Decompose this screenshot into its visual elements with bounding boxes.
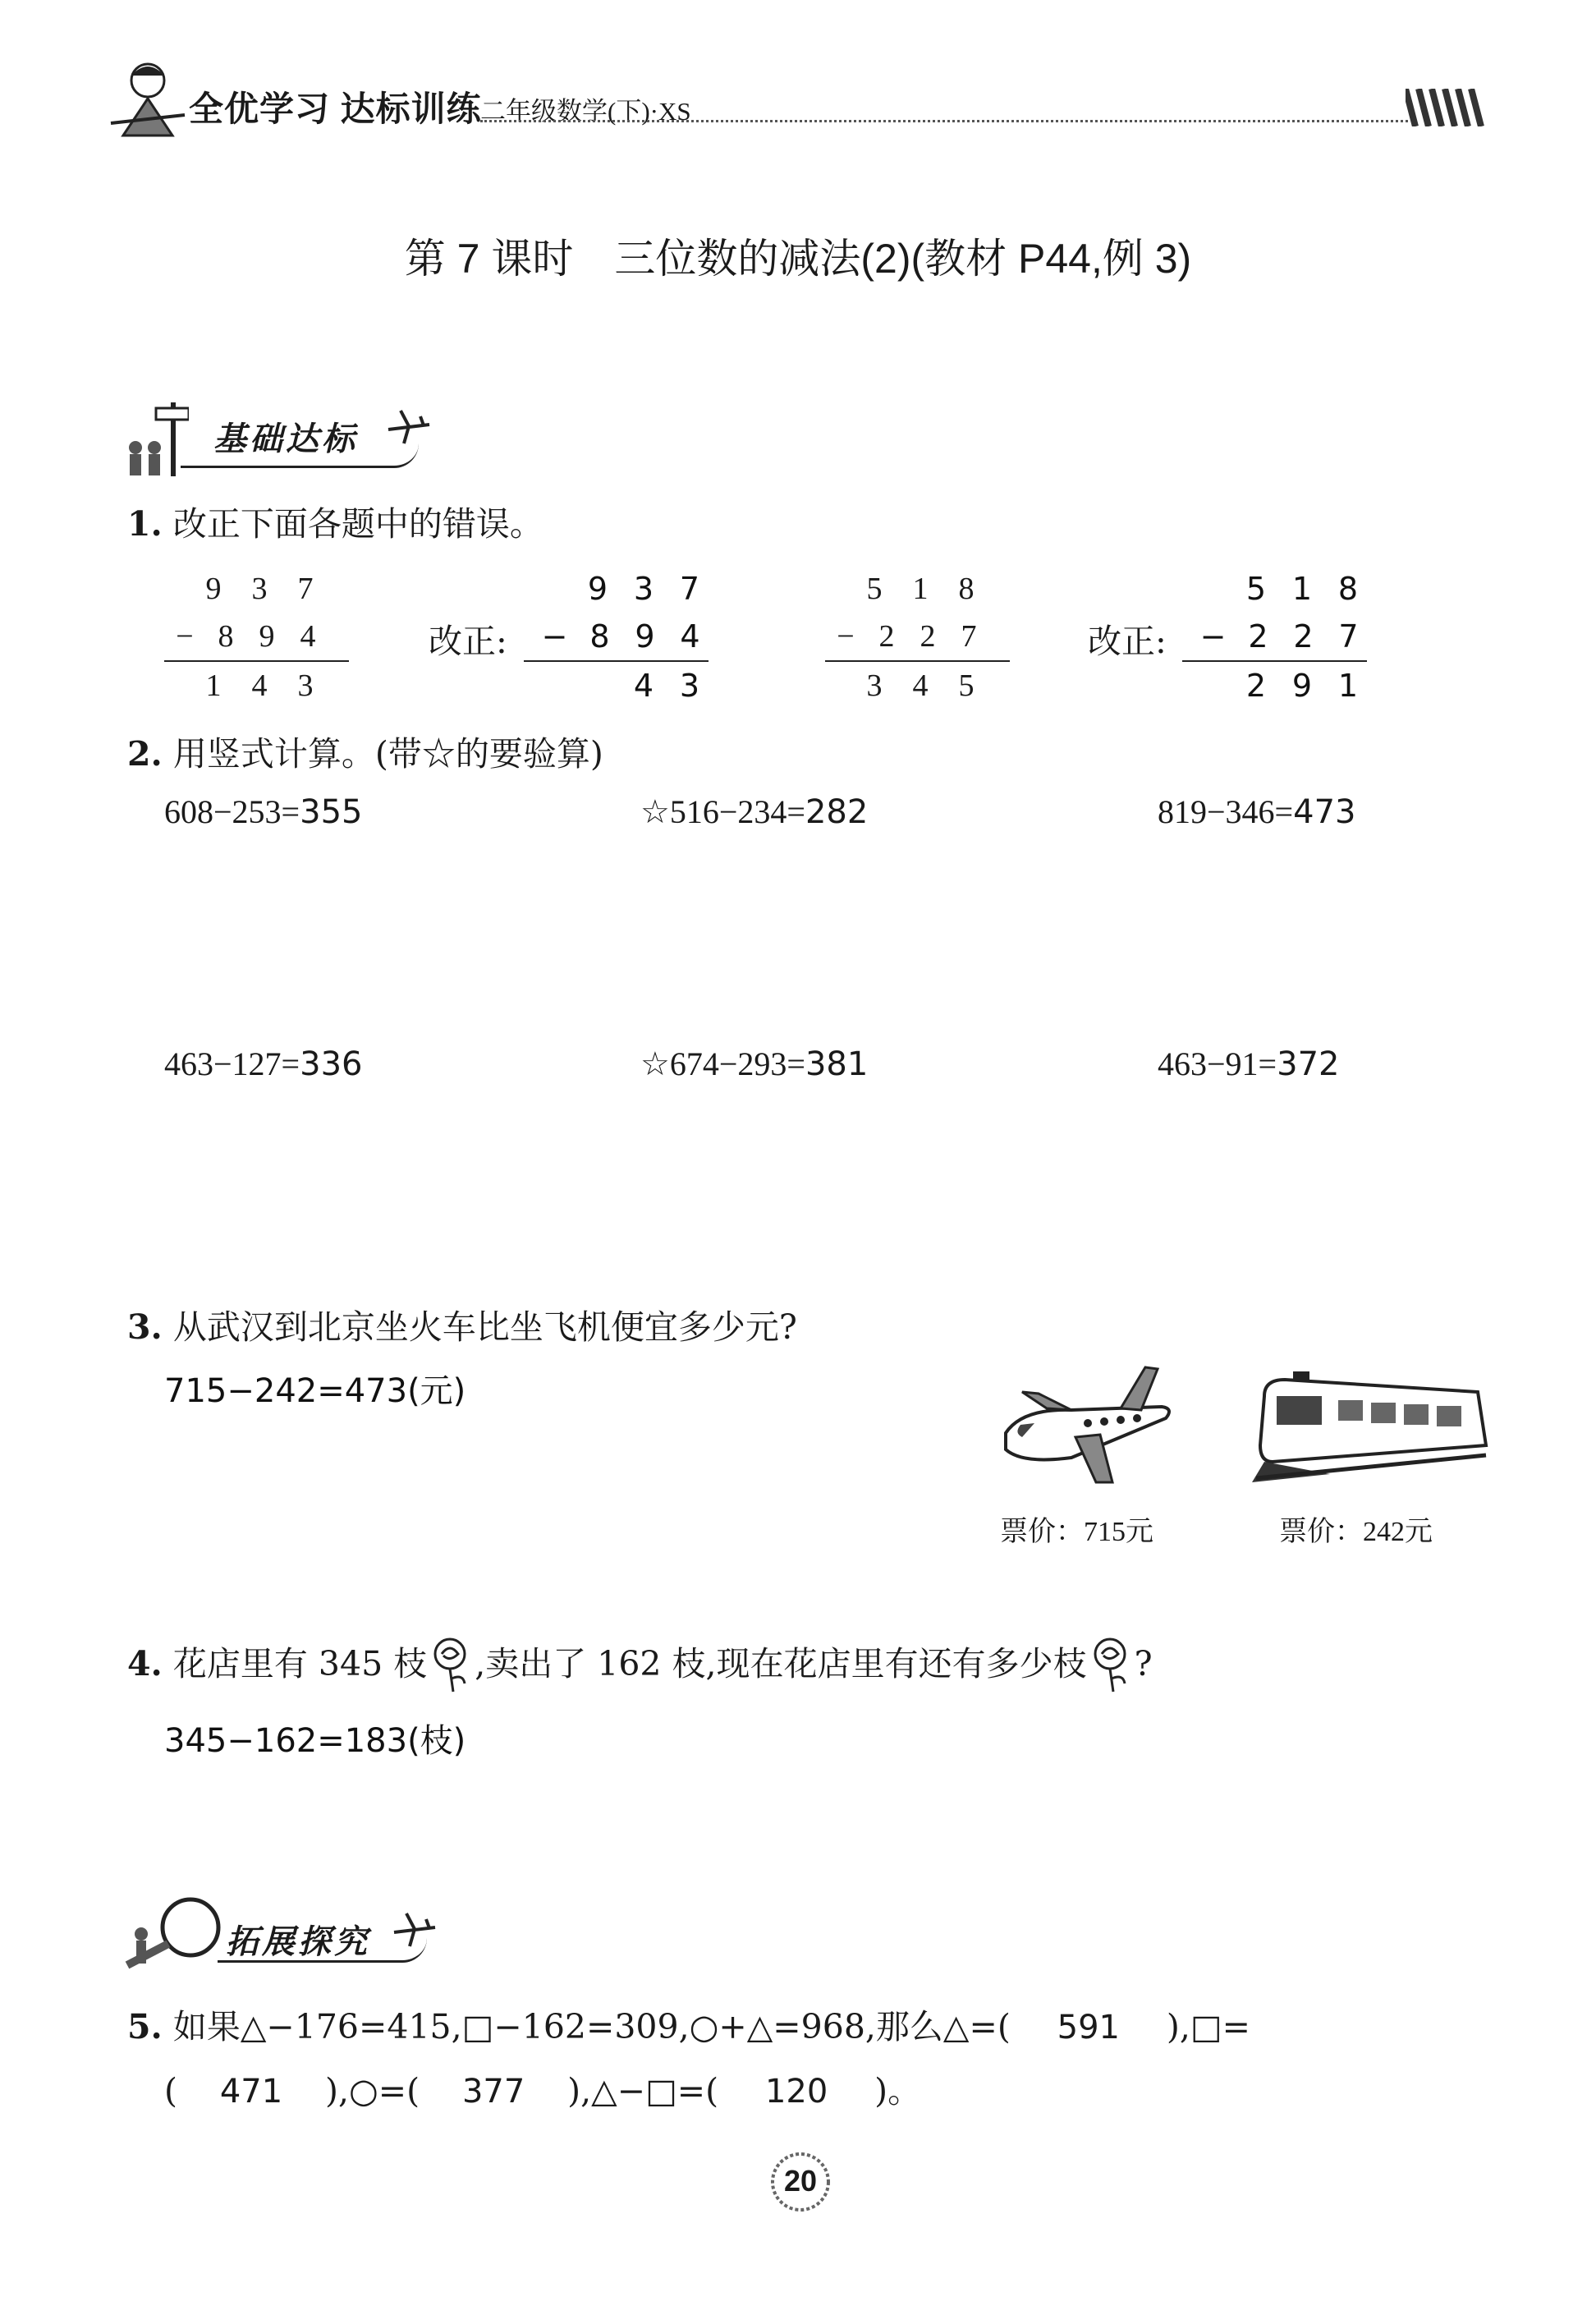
question-text: 从武汉到北京坐火车比坐飞机便宜多少元? — [172, 1307, 797, 1347]
question-number: 5. — [127, 2007, 163, 2046]
answer-q4: 345−162=183(枝) — [164, 1722, 466, 1760]
calc-answer: 381 — [805, 1045, 869, 1083]
question-text-part: ? — [1134, 1644, 1153, 1683]
calc-item — [640, 1045, 868, 1083]
answer-triangle: 591 — [1057, 2009, 1120, 2046]
question-text: )。 — [874, 2071, 922, 2111]
digit: 3 — [866, 668, 883, 703]
question-number: 1. — [127, 504, 163, 544]
question-text-part: ,卖出了 162 枝,现在花店里有还有多少枝 — [475, 1644, 1087, 1683]
calc-expression: 819−346= — [1158, 793, 1294, 830]
correct-label-2: 改正: — [1088, 622, 1167, 661]
digit: 7 — [297, 572, 314, 606]
calc-item — [1158, 792, 1355, 831]
digit: 8 — [958, 572, 975, 606]
digit: 9 — [205, 572, 222, 606]
digit: 9 — [259, 619, 275, 654]
book-subtitle: 二年级数学(下)·XS — [480, 97, 691, 126]
digit: 5 — [1245, 571, 1267, 607]
digit: 9 — [1291, 668, 1313, 704]
digit: 2 — [1248, 618, 1268, 655]
digit: 1 — [912, 572, 929, 606]
digit: 2 — [1245, 668, 1267, 704]
section-label-basic: 基础达标 — [213, 421, 358, 457]
question-text: ),○=( — [325, 2071, 420, 2111]
question-5-line-2 — [164, 2064, 921, 2112]
train-price-caption: 票价：242元 — [1279, 1517, 1433, 1547]
digit: 1 — [1337, 668, 1359, 704]
question-4 — [127, 1636, 1153, 1693]
page-number: 20 — [783, 2164, 818, 2198]
vertical-subtraction-fixed-1 — [532, 565, 713, 710]
vertical-subtraction-fixed-2 — [1190, 565, 1371, 710]
digit: 1 — [205, 668, 222, 703]
calc-expression: ☆674−293= — [640, 1045, 805, 1082]
question-text: ),△−□=( — [567, 2071, 719, 2111]
digit: 4 — [633, 668, 654, 704]
question-number: 4. — [127, 1644, 163, 1683]
answer-difference: 120 — [764, 2073, 828, 2111]
calc-answer: 372 — [1277, 1045, 1340, 1083]
calc-answer: 355 — [300, 793, 363, 831]
minus-sign: − — [837, 619, 855, 654]
digit: 4 — [912, 668, 929, 703]
rose-icon — [1087, 1636, 1135, 1693]
magnifier-icon — [123, 1893, 222, 1975]
digit: 5 — [958, 668, 975, 703]
digit: 8 — [218, 619, 234, 654]
minus-sign: − — [541, 618, 568, 655]
answer-circle: 377 — [461, 2073, 525, 2111]
question-1 — [127, 497, 543, 545]
calc-answer: 336 — [300, 1045, 363, 1083]
section-banner-extend — [123, 1893, 443, 1975]
calc-answer: 282 — [805, 793, 869, 831]
digit: 3 — [251, 572, 268, 606]
digit: 2 — [878, 619, 895, 654]
answer-q3: 715−242=473(元) — [164, 1372, 466, 1410]
digit: 3 — [679, 668, 700, 704]
calc-item — [640, 792, 868, 831]
digit: 7 — [1338, 618, 1359, 655]
lesson-title: 第 7 课时 三位数的减法(2)(教材 P44,例 3) — [404, 236, 1192, 282]
digit: 4 — [680, 618, 700, 655]
train-icon — [1248, 1363, 1494, 1486]
header-mascot — [107, 57, 189, 140]
header-dotted-rule — [480, 120, 1408, 122]
calc-expression: 463−91= — [1158, 1045, 1277, 1082]
plane-price-caption: 票价：715元 — [1000, 1517, 1153, 1547]
digit: 8 — [1337, 571, 1359, 607]
vertical-subtraction-wrong-1 — [164, 565, 328, 710]
calc-expression: ☆516−234= — [640, 793, 805, 830]
digit: 7 — [679, 571, 700, 607]
digit: 2 — [920, 619, 936, 654]
question-text: 用竖式计算。(带☆的要验算) — [172, 734, 603, 774]
digit: 3 — [633, 571, 654, 607]
digit: 2 — [1293, 618, 1314, 655]
digit: 5 — [866, 572, 883, 606]
question-text-part: 花店里有 345 枝 — [172, 1644, 428, 1683]
corner-stripes-decoration — [1406, 89, 1488, 126]
brand-title: 全优学习 达标训练 — [189, 90, 482, 128]
digit: 9 — [635, 618, 655, 655]
minus-sign: − — [1199, 618, 1227, 655]
question-text: 改正下面各题中的错误。 — [172, 504, 543, 544]
question-3 — [127, 1300, 797, 1348]
question-5-line-1 — [127, 2000, 1250, 2048]
plane-icon — [390, 1909, 439, 1950]
question-text: ( — [164, 2071, 177, 2111]
digit: 9 — [587, 571, 608, 607]
question-number: 2. — [127, 734, 163, 774]
correct-label-1: 改正: — [429, 622, 507, 661]
plane-icon — [384, 407, 433, 448]
rose-icon — [427, 1636, 475, 1693]
signpost-icon — [123, 398, 189, 480]
page-number-badge — [768, 2149, 833, 2215]
digit: 7 — [961, 619, 977, 654]
digit: 4 — [251, 668, 268, 703]
minus-sign: − — [176, 619, 194, 654]
calc-item — [164, 1045, 362, 1083]
question-number: 3. — [127, 1307, 163, 1347]
digit: 8 — [589, 618, 610, 655]
digit: 4 — [300, 619, 316, 654]
section-banner-basic — [123, 398, 435, 480]
calc-item — [164, 792, 362, 831]
digit: 1 — [1291, 571, 1313, 607]
calc-item — [1158, 1045, 1339, 1083]
answer-square: 471 — [219, 2073, 283, 2111]
calc-expression: 463−127= — [164, 1045, 300, 1082]
digit: 3 — [297, 668, 314, 703]
calc-expression: 608−253= — [164, 793, 300, 830]
airplane-icon — [998, 1359, 1178, 1491]
vertical-subtraction-wrong-2 — [825, 565, 989, 710]
question-2 — [127, 727, 603, 775]
question-text: 如果△−176=415,□−162=309,○+△=968,那么△=( — [172, 2007, 1011, 2046]
question-text: ),□= — [1166, 2007, 1250, 2046]
calc-answer: 473 — [1293, 793, 1356, 831]
section-label-extend: 拓展探究 — [226, 1924, 370, 1960]
